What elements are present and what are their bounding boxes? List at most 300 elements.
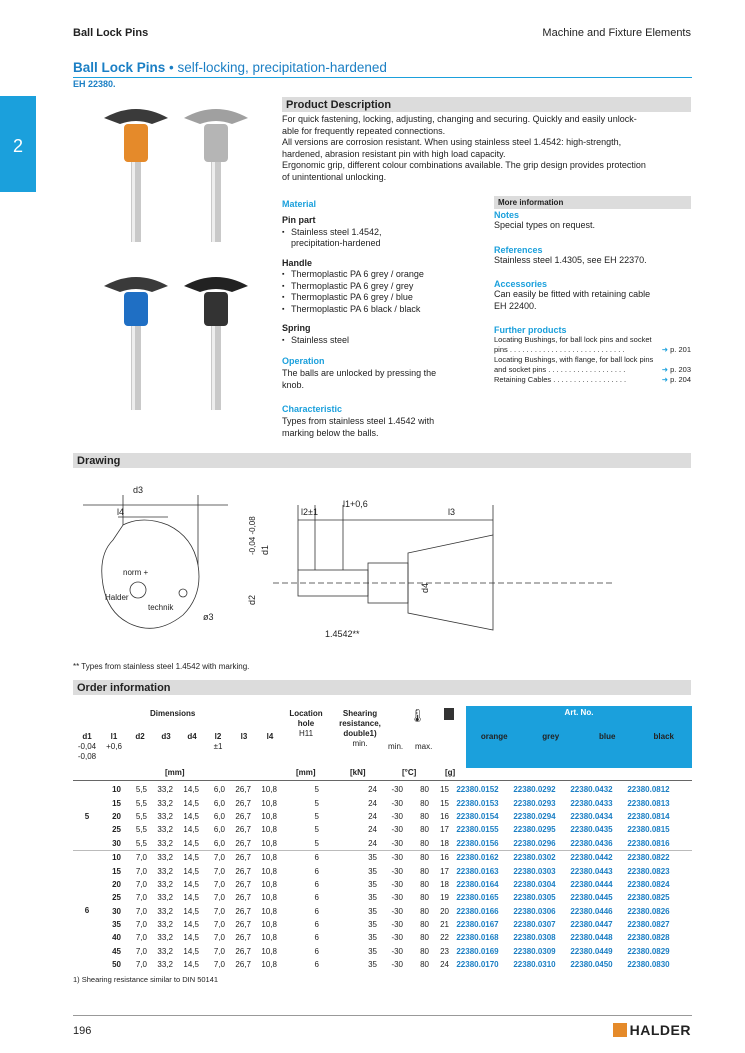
cell: 15 [112, 798, 121, 808]
cell: 80 [420, 838, 429, 848]
cell: 21 [440, 920, 449, 930]
cell: 7,0 [213, 906, 225, 916]
header-chapter-title: Machine and Fixture Elements [542, 27, 691, 39]
cell: 7,0 [213, 920, 225, 930]
title-divider [73, 77, 692, 78]
cell: 33,2 [157, 866, 173, 876]
cell: 15 [440, 798, 449, 808]
cell: -30 [391, 946, 403, 956]
cell: 33,2 [157, 879, 173, 889]
article-number[interactable]: 22380.0443 [570, 866, 613, 876]
article-number[interactable]: 22380.0292 [513, 785, 556, 795]
spring-title: Spring [282, 323, 311, 333]
cell: 14,5 [183, 825, 199, 835]
cell: 26,7 [235, 853, 251, 863]
cell: 26,7 [235, 933, 251, 943]
cell: -30 [391, 825, 403, 835]
cell: 33,2 [157, 946, 173, 956]
cell: 5,5 [135, 825, 147, 835]
unit-g: [g] [445, 768, 456, 777]
handle-item: ▪ Thermoplastic PA 6 grey / grey [282, 281, 482, 293]
product-code: EH 22380. [73, 79, 116, 89]
shear-line: Shearing [342, 709, 378, 718]
cell: 20 [440, 906, 449, 916]
article-number[interactable]: 22380.0814 [627, 811, 670, 821]
cell: 33,2 [157, 920, 173, 930]
further-link-1[interactable] [494, 335, 691, 355]
article-number[interactable]: 22380.0446 [570, 906, 613, 916]
article-number[interactable]: 22380.0156 [456, 838, 499, 848]
cell: 10,8 [261, 825, 277, 835]
brand-name: HALDER [629, 1022, 691, 1038]
desc-line: able for frequently repeated connections. [282, 125, 446, 136]
sub-l4: l4 [266, 732, 274, 741]
cell: 16 [440, 811, 449, 821]
article-number[interactable]: 22380.0449 [570, 946, 613, 956]
cell: 20 [112, 811, 121, 821]
cell: 35 [368, 906, 377, 916]
table-row [73, 891, 692, 904]
table-row [73, 945, 692, 958]
cell: 10,8 [261, 920, 277, 930]
article-number[interactable]: 22380.0433 [570, 798, 613, 808]
cell: 10,8 [261, 866, 277, 876]
article-number[interactable]: 22380.0442 [570, 853, 613, 863]
product-description-heading: Product Description [282, 97, 691, 112]
handle-title: Handle [282, 257, 313, 268]
handle-item: ▪ Thermoplastic PA 6 grey / blue [282, 292, 482, 304]
desc-line: hardened, abrasion resistant pin with high load capacity. [282, 148, 506, 159]
cell: 7,0 [213, 946, 225, 956]
footer-divider [73, 1015, 692, 1016]
drawing-note: ** Types from stainless steel 1.4542 with marking. [73, 662, 250, 671]
cell: 80 [420, 920, 429, 930]
cell: 14,5 [183, 920, 199, 930]
cell: 33,2 [157, 825, 173, 835]
cell: 26,7 [235, 893, 251, 903]
article-number[interactable]: 22380.0305 [513, 893, 556, 903]
cell: 10 [112, 853, 121, 863]
article-number[interactable]: 22380.0165 [456, 893, 499, 903]
article-number[interactable]: 22380.0829 [627, 946, 670, 956]
col-black: black [653, 732, 674, 741]
cell: 6 [314, 933, 319, 943]
cell: 33,2 [157, 906, 173, 916]
sub-d4: d4 [187, 732, 197, 741]
cell: 33,2 [157, 811, 173, 821]
cell: 30 [112, 838, 121, 848]
article-number[interactable]: 22380.0824 [627, 879, 670, 889]
tol-l1: +0,6 [106, 742, 122, 751]
product-photos [96, 100, 256, 430]
cell: 6 [314, 946, 319, 956]
cell: 17 [440, 825, 449, 835]
cell: 5 [314, 825, 319, 835]
cell: 24 [368, 811, 377, 821]
shear-line: double1) [343, 729, 377, 738]
cell: -30 [391, 960, 403, 970]
cell: 7,0 [213, 960, 225, 970]
article-number[interactable]: 22380.0432 [570, 785, 613, 795]
label-norm: norm + [123, 568, 149, 577]
cell: 14,5 [183, 906, 199, 916]
tol-d1: -0,04 [77, 742, 97, 751]
header-section-title: Ball Lock Pins [73, 27, 149, 39]
table-row [73, 958, 692, 971]
table-row [73, 837, 692, 850]
article-number[interactable]: 22380.0168 [456, 933, 499, 943]
unit-mm: [mm] [165, 768, 185, 777]
cell: 80 [420, 960, 429, 970]
table-row [73, 823, 692, 836]
handle-item: ▪ Thermoplastic PA 6 black / black [282, 304, 482, 316]
article-number[interactable]: 22380.0155 [456, 825, 499, 835]
cell: 24 [368, 838, 377, 848]
article-number[interactable]: 22380.0162 [456, 853, 499, 863]
cell: -30 [391, 893, 403, 903]
cell: 35 [368, 933, 377, 943]
article-number[interactable]: 22380.0830 [627, 960, 670, 970]
location-heading [283, 709, 329, 739]
sub-l1: l1 [110, 732, 118, 741]
sub-l2: l2 [214, 732, 222, 741]
cell: 22 [440, 933, 449, 943]
more-info-section [494, 210, 691, 385]
cell: 14,5 [183, 811, 199, 821]
cell: 26,7 [235, 920, 251, 930]
article-number[interactable]: 22380.0163 [456, 866, 499, 876]
cell: -30 [391, 866, 403, 876]
further-products-heading: Further products [494, 325, 567, 335]
location-line: H11 [298, 729, 314, 738]
cell: 17 [440, 866, 449, 876]
cell: 25 [112, 825, 121, 835]
label-steel: 1.4542** [325, 629, 360, 639]
cell: 10,8 [261, 785, 277, 795]
cell: 80 [420, 893, 429, 903]
cell: 7,0 [135, 879, 147, 889]
label-halder: Halder [105, 593, 129, 602]
article-number[interactable]: 22380.0450 [570, 960, 613, 970]
cell: 7,0 [213, 879, 225, 889]
article-number[interactable]: 22380.0435 [570, 825, 613, 835]
cell: 35 [368, 879, 377, 889]
article-number[interactable]: 22380.0164 [456, 879, 499, 889]
cell: 14,5 [183, 853, 199, 863]
technical-drawing [73, 475, 633, 655]
cell: 6 [314, 879, 319, 889]
page-ref: p. 203 [670, 365, 691, 374]
cell: 6,0 [213, 838, 225, 848]
further-link-2[interactable] [494, 355, 691, 375]
temp-min: min. [388, 742, 404, 751]
cell: 6 [314, 866, 319, 876]
article-number[interactable]: 22380.0434 [570, 811, 613, 821]
cell: 14,5 [183, 785, 199, 795]
cell: 33,2 [157, 798, 173, 808]
sub-d1: d1 [82, 732, 92, 741]
desc-line: Ergonomic grip, different colour combinations available. The grip design provides protection [282, 160, 646, 170]
article-number[interactable]: 22380.0827 [627, 920, 670, 930]
temp-max: max. [415, 742, 433, 751]
cell: 7,0 [135, 920, 147, 930]
article-number[interactable]: 22380.0295 [513, 825, 556, 835]
cell: 24 [368, 785, 377, 795]
cell: 24 [440, 960, 449, 970]
article-number[interactable]: 22380.0310 [513, 960, 556, 970]
cell: 33,2 [157, 785, 173, 795]
article-number[interactable]: 22380.0294 [513, 811, 556, 821]
label-d1: d1 [260, 544, 270, 555]
more-info-heading: More information [494, 196, 691, 209]
cell: -30 [391, 906, 403, 916]
cell: 24 [368, 825, 377, 835]
label-l3: l3 [448, 507, 456, 517]
title-bold: Ball Lock Pins [73, 60, 166, 75]
cell: 5,5 [135, 785, 147, 795]
article-number[interactable]: 22380.0302 [513, 853, 556, 863]
article-number[interactable]: 22380.0812 [627, 785, 670, 795]
cell: 10,8 [261, 906, 277, 916]
cell: 15 [112, 866, 121, 876]
cell: -30 [391, 879, 403, 889]
cell: 5,5 [135, 811, 147, 821]
cell: 7,0 [213, 866, 225, 876]
cell: 20 [112, 879, 121, 889]
article-number[interactable]: 22380.0306 [513, 906, 556, 916]
dimensions-heading: Dimensions [150, 709, 196, 718]
cell: 6,0 [213, 811, 225, 821]
article-number[interactable]: 22380.0167 [456, 920, 499, 930]
label-technik: technik [148, 603, 174, 612]
accessories-heading: Accessories [494, 279, 548, 289]
cell: 6 [314, 960, 319, 970]
cell: 5 [314, 838, 319, 848]
cell: 30 [112, 906, 121, 916]
article-number[interactable]: 22380.0153 [456, 798, 499, 808]
cell: 80 [420, 946, 429, 956]
desc-line: For quick fastening, locking, adjusting, changing and securing. Quickly and easily unlock- [282, 114, 637, 124]
link-text: Locating Bushings, with flange, for ball lock pins [494, 355, 654, 364]
cell: 15 [440, 785, 449, 795]
arrow-right-icon: ➜ [661, 345, 669, 354]
further-link-3[interactable] [494, 375, 691, 385]
article-number[interactable]: 22380.0309 [513, 946, 556, 956]
pin-part-title: Pin part [282, 215, 316, 225]
col-grey: grey [542, 732, 560, 741]
page-number: 196 [73, 1025, 92, 1037]
cell: -30 [391, 798, 403, 808]
cell: 6 [314, 853, 319, 863]
article-number[interactable]: 22380.0825 [627, 893, 670, 903]
cell: 33,2 [157, 933, 173, 943]
cell: 33,2 [157, 893, 173, 903]
characteristic-text: marking below the balls. [282, 427, 379, 438]
cell: 35 [368, 893, 377, 903]
cell: 26,7 [235, 825, 251, 835]
drawing-heading: Drawing [73, 453, 691, 468]
cell: 5,5 [135, 798, 147, 808]
cell: 7,0 [135, 893, 147, 903]
cell: -30 [391, 811, 403, 821]
cell: 7,0 [135, 960, 147, 970]
order-heading: Order information [73, 680, 691, 695]
references-heading: References [494, 244, 543, 255]
article-number[interactable]: 22380.0822 [627, 853, 670, 863]
cell: 6,0 [213, 785, 225, 795]
article-number[interactable]: 22380.0307 [513, 920, 556, 930]
cell: 6,0 [213, 825, 225, 835]
article-number[interactable]: 22380.0154 [456, 811, 499, 821]
cell: 7,0 [135, 933, 147, 943]
chapter-tab[interactable]: 2 [0, 96, 36, 192]
characteristic-text: Types from stainless steel 1.4542 with [282, 416, 435, 426]
cell: -30 [391, 920, 403, 930]
cell: 35 [368, 866, 377, 876]
cell: 33,2 [157, 960, 173, 970]
group-d1: 5 [84, 811, 90, 821]
cell: 40 [112, 933, 121, 943]
cell: 7,0 [135, 906, 147, 916]
cell: 50 [112, 960, 121, 970]
cell: 26,7 [235, 798, 251, 808]
cell: 26,7 [235, 906, 251, 916]
cell: 7,0 [213, 933, 225, 943]
notes-text: Special types on request. [494, 220, 596, 230]
page-ref: p. 204 [670, 375, 691, 384]
article-number[interactable]: 22380.0169 [456, 946, 499, 956]
cell: 26,7 [235, 879, 251, 889]
cell: 14,5 [183, 960, 199, 970]
cell: 35 [368, 960, 377, 970]
cell: -30 [391, 785, 403, 795]
cell: 25 [112, 893, 121, 903]
pin-orange-photo [104, 109, 168, 242]
logo-mark-icon [613, 1023, 627, 1037]
article-number[interactable]: 22380.0816 [627, 838, 670, 848]
article-number[interactable]: 22380.0152 [456, 785, 499, 795]
col-orange: orange [480, 732, 508, 741]
article-number[interactable]: 22380.0304 [513, 879, 556, 889]
sub-d3: d3 [161, 732, 171, 741]
link-text: Locating Bushings, for ball lock pins and socket [494, 335, 652, 344]
cell: 10,8 [261, 853, 277, 863]
cell: 18 [440, 879, 449, 889]
unit-kn: [kN] [350, 768, 366, 777]
pin-grey-photo [184, 109, 248, 242]
operation-heading: Operation [282, 356, 325, 366]
table-row [73, 878, 692, 891]
article-number[interactable]: 22380.0445 [570, 893, 613, 903]
weight-icon [444, 708, 454, 720]
cell: 10,8 [261, 946, 277, 956]
unit-mm-loc: [mm] [296, 768, 316, 777]
article-number[interactable]: 22380.0444 [570, 879, 613, 889]
table-row [73, 810, 692, 823]
link-text: Retaining Cables . . . . . . . . . . . . . . . . . . [494, 375, 627, 384]
article-number[interactable]: 22380.0826 [627, 906, 670, 916]
location-line: Location [289, 709, 323, 718]
label-l4: l4 [117, 507, 125, 517]
article-number[interactable]: 22380.0815 [627, 825, 670, 835]
table-row [73, 931, 692, 944]
article-number[interactable]: 22380.0436 [570, 838, 613, 848]
label-l2: l2±1 [301, 507, 318, 517]
table-row [73, 905, 692, 918]
cell: 10 [112, 785, 121, 795]
cell: 23 [440, 946, 449, 956]
pin-item: ▪ Stainless steel 1.4542, [282, 227, 482, 239]
article-number[interactable]: 22380.0448 [570, 933, 613, 943]
article-number[interactable]: 22380.0823 [627, 866, 670, 876]
table-header-divider [73, 780, 692, 781]
col-blue: blue [599, 732, 616, 741]
dimension-tolerances [73, 742, 283, 751]
cell: 10,8 [261, 811, 277, 821]
arrow-right-icon: ➜ [661, 375, 669, 384]
shearing-heading [333, 709, 387, 749]
cell: 26,7 [235, 866, 251, 876]
notes-heading: Notes [494, 210, 520, 220]
location-line: hole [297, 719, 315, 728]
article-number[interactable]: 22380.0296 [513, 838, 556, 848]
handle-item: ▪ Thermoplastic PA 6 grey / orange [282, 269, 482, 281]
group-d1: 6 [84, 906, 90, 916]
article-number[interactable]: 22380.0828 [627, 933, 670, 943]
operation-text: The balls are unlocked by pressing the [282, 368, 437, 378]
references-text: Stainless steel 1.4305, see EH 22370. [494, 254, 647, 265]
title-rest: • self-locking, precipitation-hardened [165, 60, 387, 75]
cell: 26,7 [235, 946, 251, 956]
desc-line: of unintentional unlocking. [282, 171, 387, 182]
cell: 5,5 [135, 838, 147, 848]
pin-blue-photo [104, 277, 168, 410]
spring-item: ▪ Stainless steel [282, 335, 482, 347]
label-l1: l1+0,6 [343, 499, 368, 509]
cell: 80 [420, 811, 429, 821]
cell: 80 [420, 879, 429, 889]
cell: 80 [420, 825, 429, 835]
cell: 7,0 [213, 893, 225, 903]
pin-item: precipitation-hardened [291, 238, 381, 248]
cell: 14,5 [183, 866, 199, 876]
arrow-right-icon: ➜ [661, 365, 669, 374]
shear-line: min. [352, 739, 368, 748]
cell: 26,7 [235, 811, 251, 821]
row-group [73, 783, 692, 850]
article-number[interactable]: 22380.0308 [513, 933, 556, 943]
article-number[interactable]: 22380.0303 [513, 866, 556, 876]
order-table [73, 783, 692, 971]
desc-line: All versions are corrosion resistant. When using stainless steel 1.4542: high-strength, [282, 137, 622, 147]
article-number[interactable]: 22380.0813 [627, 798, 670, 808]
article-number[interactable]: 22380.0447 [570, 920, 613, 930]
table-row [73, 851, 692, 864]
link-text: and socket pins . . . . . . . . . . . . . . . . . . . [494, 365, 626, 374]
article-number[interactable]: 22380.0170 [456, 960, 499, 970]
label-d4: d4 [420, 582, 430, 593]
article-number[interactable]: 22380.0166 [456, 906, 499, 916]
pin-black-photo [184, 277, 248, 410]
article-number[interactable]: 22380.0293 [513, 798, 556, 808]
cell: 24 [368, 798, 377, 808]
cell: 6 [314, 906, 319, 916]
cell: 26,7 [235, 960, 251, 970]
cell: 45 [112, 946, 121, 956]
side-view [273, 505, 613, 630]
cell: 7,0 [135, 946, 147, 956]
cell: 7,0 [135, 866, 147, 876]
